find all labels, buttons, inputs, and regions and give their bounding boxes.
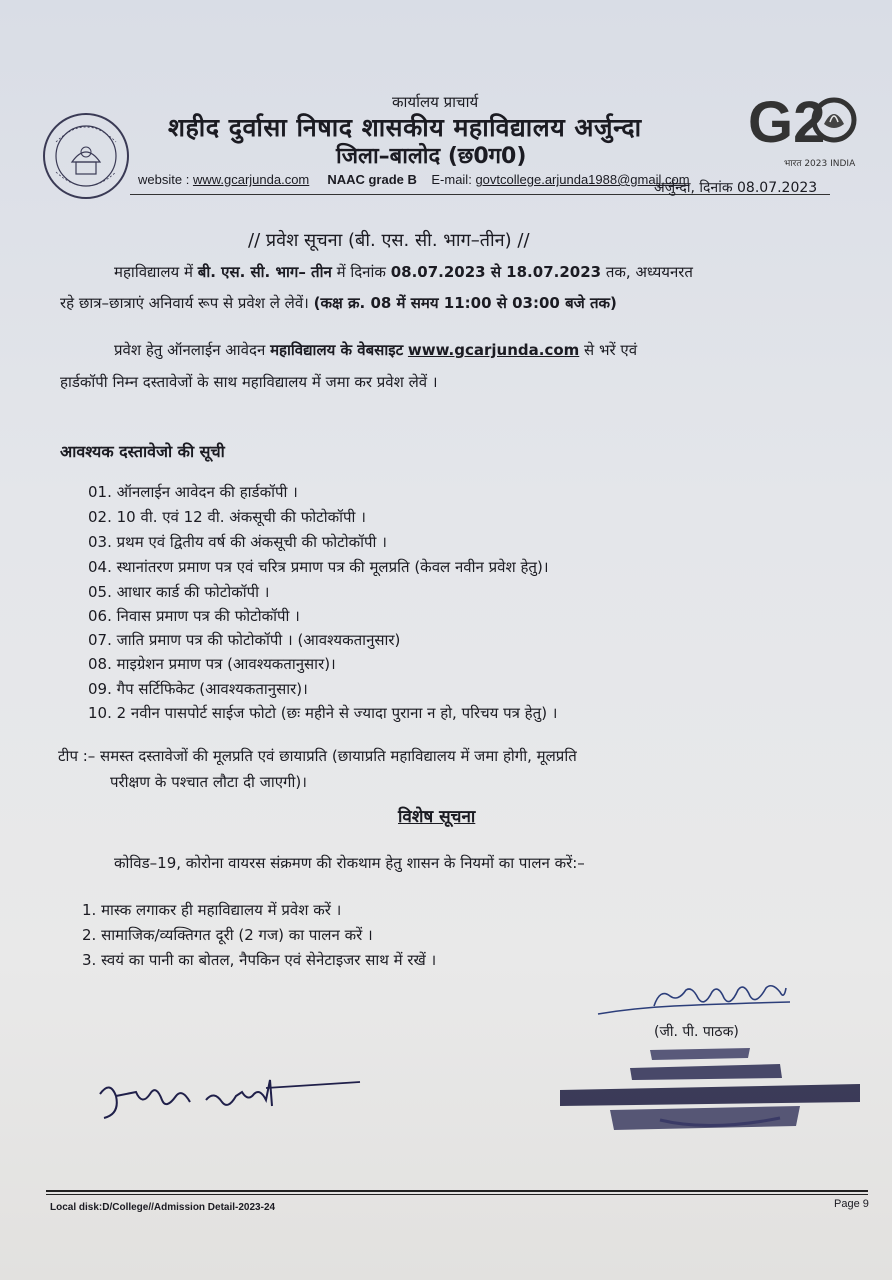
notice-title: // प्रवेश सूचना (बी. एस. सी. भाग–तीन) //	[248, 230, 530, 251]
list-item: 02. 10 वी. एवं 12 वी. अंकसूची की फोटोकॉपी ।	[88, 508, 366, 526]
para1-line2	[60, 293, 617, 313]
naac-grade: NAAC grade B	[327, 172, 417, 187]
list-item: 07. जाति प्रमाण पत्र की फोटोकॉपी । (आवश्यकतानुसार)	[88, 631, 401, 649]
date-line: अर्जुन्दा, दिनांक 08.07.2023	[654, 180, 818, 196]
note-line1: टीप :– समस्त दस्तावेजों की मूलप्रति एवं छायाप्रति (छायाप्रति महाविद्यालय में जमा होगी, मूलप्रति	[58, 747, 577, 765]
email-label: E-mail:	[431, 172, 472, 187]
list-item: 08. माइग्रेशन प्रमाण पत्र (आवश्यकतानुसार)।	[88, 655, 336, 673]
principal-stamp	[560, 1040, 860, 1140]
website-link[interactable]: www.gcarjunda.com	[192, 172, 310, 187]
para1-text-c: में दिनांक	[336, 263, 386, 281]
list-item: 03. प्रथम एवं द्वितीय वर्ष की अंकसूची की फोटोकॉपी ।	[88, 533, 387, 551]
note-line2: परीक्षण के पश्चात लौटा दी जाएगी)।	[110, 773, 307, 791]
para1-room-time: (कक्ष क्र. 08 में समय 11:00 से 03:00 बजे तक)	[313, 294, 617, 312]
para1-text-e: तक, अध्ययनरत	[605, 263, 693, 281]
para1-text-line2: रहे छात्र–छात्राएं अनिवार्य रूप से प्रवेश ले लेवें।	[60, 294, 309, 312]
list-item: 05. आधार कार्ड की फोटोकॉपी ।	[88, 583, 270, 601]
para2-line1	[114, 340, 637, 360]
college-name: शहीद दुर्वासा निषाद शासकीय महाविद्यालय अर्जुन्दा	[168, 113, 642, 142]
list-item: 06. निवास प्रमाण पत्र की फोटोकॉपी ।	[88, 607, 300, 625]
principal-signature	[594, 978, 794, 1028]
signatory-name: (जी. पी. पाठक)	[654, 1024, 739, 1040]
para1-text-a: महाविद्यालय में	[114, 263, 193, 281]
para2-line2: हार्डकॉपी निम्न दस्तावेजों के साथ महाविद्यालय में जमा कर प्रवेश लेवें ।	[60, 373, 438, 391]
para2-website-link[interactable]: www.gcarjunda.com	[407, 341, 580, 359]
list-item: 04. स्थानांतरण प्रमाण पत्र एवं चरित्र प्रमाण पत्र की मूलप्रति (केवल नवीन प्रवेश हेतु)।	[88, 558, 549, 576]
contact-line	[138, 172, 690, 187]
list-item: 2. सामाजिक/व्यक्तिगत दूरी (2 गज) का पालन करें ।	[82, 926, 373, 944]
svg-text:G2: G2	[748, 90, 826, 154]
website-label: website :	[138, 172, 190, 187]
para2-text-d: से भरें एवं	[584, 341, 638, 359]
list-item: 01. ऑनलाईन आवेदन की हार्डकॉपी ।	[88, 483, 298, 501]
clerk-signature	[90, 1070, 370, 1130]
para2-text-a: प्रवेश हेतु ऑनलाईन आवेदन	[114, 341, 266, 359]
g20-tagline: भारत 2023 INDIA	[784, 159, 856, 169]
list-item: 09. गैप सर्टिफिकेट (आवश्यकतानुसार)।	[88, 680, 308, 698]
footer-divider-thin	[46, 1194, 868, 1195]
para2-text-b: महाविद्यालय के वेबसाइट	[270, 341, 404, 359]
list-item: 1. मास्क लगाकर ही महाविद्यालय में प्रवेश करें ।	[82, 901, 342, 919]
list-item: 10. 2 नवीन पासपोर्ट साईज फोटो (छः महीने से ज्यादा पुराना न हो, परिचय पत्र हेतु) ।	[88, 704, 558, 722]
para1-dates: 08.07.2023 से 18.07.2023	[390, 263, 602, 281]
footer-page-number: Page 9	[834, 1198, 869, 1210]
special-notice-title: विशेष सूचना	[398, 807, 476, 827]
para1-course: बी. एस. सी. भाग– तीन	[197, 263, 332, 281]
documents-list-title: आवश्यक दस्तावेजो की सूची	[60, 442, 225, 461]
footer-divider	[46, 1190, 868, 1192]
email-link[interactable]: govtcollege.arjunda1988@gmail.com	[475, 172, 690, 187]
footer-file-path: Local disk:D/College//Admission Detail-2023-24	[50, 1202, 276, 1213]
g20-logo-icon	[748, 84, 858, 154]
list-item: 3. स्वयं का पानी का बोतल, नैपकिन एवं सेनेटाइजर साथ में रखें ।	[82, 951, 437, 969]
covid-intro: कोविड–19, कोरोना वायरस संक्रमण की रोकथाम हेतु शासन के नियमों का पालन करें:–	[114, 854, 585, 872]
office-label: कार्यालय प्राचार्य	[392, 93, 479, 111]
para1-line1	[114, 262, 693, 282]
district-line: जिला–बालोद (छ0ग0)	[336, 144, 527, 169]
college-seal-icon	[42, 112, 130, 200]
